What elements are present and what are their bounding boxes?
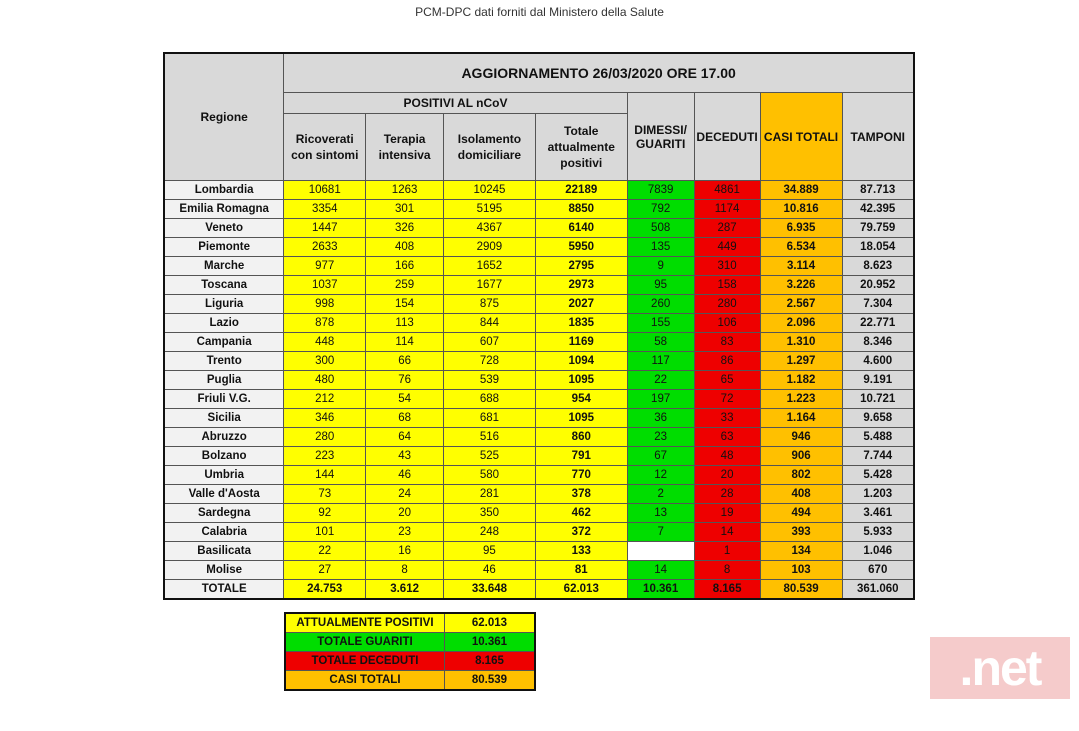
totale-row — [164, 580, 914, 600]
cell-casi-totali: 946 — [760, 428, 842, 447]
cell-deceduti: 72 — [694, 390, 760, 409]
header-tamponi: TAMPONI — [842, 93, 914, 181]
cell-deceduti: 1174 — [694, 200, 760, 219]
cell-casi-totali: 134 — [760, 542, 842, 561]
header-terapia: Terapia intensiva — [366, 114, 444, 181]
cell-isolamento: 728 — [444, 352, 536, 371]
cell-deceduti: 449 — [694, 238, 760, 257]
cell-totale-positivi: 770 — [535, 466, 627, 485]
summary-value: 80.539 — [444, 671, 535, 691]
cell-deceduti: 8 — [694, 561, 760, 580]
cell-guariti: 9 — [627, 257, 694, 276]
cell-casi-totali: 6.935 — [760, 219, 842, 238]
cell-region: Toscana — [164, 276, 284, 295]
cell-totale-positivi: 378 — [535, 485, 627, 504]
header-isolamento: Isolamento domiciliare — [444, 114, 536, 181]
cell-guariti: 117 — [627, 352, 694, 371]
cell-deceduti: 65 — [694, 371, 760, 390]
cell-isolamento: 607 — [444, 333, 536, 352]
cell-terapia: 326 — [366, 219, 444, 238]
cell-casi-totali: 103 — [760, 561, 842, 580]
cell-totale-positivi: 1095 — [535, 409, 627, 428]
cell-casi-totali: 3.226 — [760, 276, 842, 295]
cell-totale-positivi: 1169 — [535, 333, 627, 352]
cell-terapia: 113 — [366, 314, 444, 333]
cell-totale-positivi: 81 — [535, 561, 627, 580]
cell-tamponi: 7.744 — [842, 447, 914, 466]
total-guariti: 10.361 — [627, 580, 694, 600]
cell-ricoverati: 878 — [284, 314, 366, 333]
table-row — [164, 409, 914, 428]
cell-region: Molise — [164, 561, 284, 580]
cell-isolamento: 844 — [444, 314, 536, 333]
total-region: TOTALE — [164, 580, 284, 600]
cell-deceduti: 86 — [694, 352, 760, 371]
cell-tamponi: 8.623 — [842, 257, 914, 276]
cell-casi-totali: 1.223 — [760, 390, 842, 409]
cell-totale-positivi: 6140 — [535, 219, 627, 238]
cell-terapia: 408 — [366, 238, 444, 257]
table-row — [164, 238, 914, 257]
cell-totale-positivi: 372 — [535, 523, 627, 542]
cell-guariti: 58 — [627, 333, 694, 352]
total-isolamento: 33.648 — [444, 580, 536, 600]
cell-casi-totali: 393 — [760, 523, 842, 542]
total-ricoverati: 24.753 — [284, 580, 366, 600]
cell-terapia: 68 — [366, 409, 444, 428]
cell-totale-positivi: 1095 — [535, 371, 627, 390]
cell-deceduti: 48 — [694, 447, 760, 466]
cell-tamponi: 5.488 — [842, 428, 914, 447]
cell-ricoverati: 101 — [284, 523, 366, 542]
cell-guariti: 13 — [627, 504, 694, 523]
cell-deceduti: 83 — [694, 333, 760, 352]
cell-region: Veneto — [164, 219, 284, 238]
cell-casi-totali: 10.816 — [760, 200, 842, 219]
cell-isolamento: 688 — [444, 390, 536, 409]
table-row — [164, 523, 914, 542]
cell-terapia: 76 — [366, 371, 444, 390]
cell-casi-totali: 906 — [760, 447, 842, 466]
cell-region: Abruzzo — [164, 428, 284, 447]
cell-ricoverati: 3354 — [284, 200, 366, 219]
cell-guariti: 12 — [627, 466, 694, 485]
cell-isolamento: 350 — [444, 504, 536, 523]
cell-isolamento: 281 — [444, 485, 536, 504]
cell-guariti: 508 — [627, 219, 694, 238]
cell-terapia: 54 — [366, 390, 444, 409]
cell-tamponi: 5.428 — [842, 466, 914, 485]
cell-isolamento: 248 — [444, 523, 536, 542]
cell-terapia: 259 — [366, 276, 444, 295]
summary-label: TOTALE GUARITI — [285, 633, 444, 652]
cell-casi-totali: 3.114 — [760, 257, 842, 276]
cell-tamponi: 1.046 — [842, 542, 914, 561]
summary-row — [285, 633, 535, 652]
cell-tamponi: 9.658 — [842, 409, 914, 428]
cell-isolamento: 681 — [444, 409, 536, 428]
cell-tamponi: 7.304 — [842, 295, 914, 314]
cell-totale-positivi: 2027 — [535, 295, 627, 314]
cell-isolamento: 46 — [444, 561, 536, 580]
table-row — [164, 485, 914, 504]
cell-deceduti: 33 — [694, 409, 760, 428]
cell-totale-positivi: 860 — [535, 428, 627, 447]
covid-data-table — [163, 52, 915, 600]
cell-casi-totali: 1.297 — [760, 352, 842, 371]
cell-deceduti: 63 — [694, 428, 760, 447]
cell-totale-positivi: 2973 — [535, 276, 627, 295]
cell-tamponi: 3.461 — [842, 504, 914, 523]
cell-guariti: 23 — [627, 428, 694, 447]
summary-row — [285, 652, 535, 671]
cell-region: Basilicata — [164, 542, 284, 561]
table-row — [164, 504, 914, 523]
cell-totale-positivi: 462 — [535, 504, 627, 523]
cell-terapia: 46 — [366, 466, 444, 485]
cell-isolamento: 1652 — [444, 257, 536, 276]
cell-region: Bolzano — [164, 447, 284, 466]
cell-guariti: 792 — [627, 200, 694, 219]
cell-region: Sicilia — [164, 409, 284, 428]
summary-label: TOTALE DECEDUTI — [285, 652, 444, 671]
cell-ricoverati: 300 — [284, 352, 366, 371]
cell-tamponi: 1.203 — [842, 485, 914, 504]
cell-guariti: 22 — [627, 371, 694, 390]
cell-isolamento: 4367 — [444, 219, 536, 238]
cell-terapia: 154 — [366, 295, 444, 314]
cell-totale-positivi: 8850 — [535, 200, 627, 219]
cell-tamponi: 10.721 — [842, 390, 914, 409]
cell-ricoverati: 1447 — [284, 219, 366, 238]
cell-ricoverati: 223 — [284, 447, 366, 466]
header-dimessi: DIMESSI/ GUARITI — [627, 93, 694, 181]
cell-isolamento: 875 — [444, 295, 536, 314]
table-row — [164, 181, 914, 200]
cell-casi-totali: 2.096 — [760, 314, 842, 333]
cell-guariti: 135 — [627, 238, 694, 257]
cell-casi-totali: 802 — [760, 466, 842, 485]
cell-isolamento: 525 — [444, 447, 536, 466]
summary-table — [284, 612, 536, 691]
cell-region: Campania — [164, 333, 284, 352]
summary-label: CASI TOTALI — [285, 671, 444, 691]
cell-deceduti: 106 — [694, 314, 760, 333]
total-terapia: 3.612 — [366, 580, 444, 600]
table-row — [164, 561, 914, 580]
table-row — [164, 333, 914, 352]
cell-deceduti: 280 — [694, 295, 760, 314]
cell-tamponi: 8.346 — [842, 333, 914, 352]
cell-casi-totali: 2.567 — [760, 295, 842, 314]
cell-guariti: 7839 — [627, 181, 694, 200]
header-totale-positivi: Totale attualmente positivi — [535, 114, 627, 181]
cell-deceduti: 158 — [694, 276, 760, 295]
cell-totale-positivi: 133 — [535, 542, 627, 561]
cell-region: Marche — [164, 257, 284, 276]
cell-deceduti: 20 — [694, 466, 760, 485]
table-row — [164, 390, 914, 409]
cell-casi-totali: 408 — [760, 485, 842, 504]
cell-casi-totali: 1.310 — [760, 333, 842, 352]
header-positivi: POSITIVI AL nCoV — [284, 93, 627, 114]
cell-isolamento: 580 — [444, 466, 536, 485]
table-row — [164, 542, 914, 561]
cell-deceduti: 4861 — [694, 181, 760, 200]
cell-tamponi: 9.191 — [842, 371, 914, 390]
cell-tamponi: 79.759 — [842, 219, 914, 238]
table-row — [164, 428, 914, 447]
total-tamponi: 361.060 — [842, 580, 914, 600]
cell-tamponi: 5.933 — [842, 523, 914, 542]
cell-region: Valle d'Aosta — [164, 485, 284, 504]
table-row — [164, 257, 914, 276]
cell-tamponi: 670 — [842, 561, 914, 580]
summary-value: 62.013 — [444, 613, 535, 633]
cell-tamponi: 42.395 — [842, 200, 914, 219]
cell-ricoverati: 22 — [284, 542, 366, 561]
cell-tamponi: 18.054 — [842, 238, 914, 257]
cell-terapia: 43 — [366, 447, 444, 466]
table-row — [164, 352, 914, 371]
watermark-logo: .net — [930, 637, 1070, 699]
cell-terapia: 301 — [366, 200, 444, 219]
table-row — [164, 276, 914, 295]
table-row — [164, 314, 914, 333]
cell-casi-totali: 34.889 — [760, 181, 842, 200]
cell-region: Sardegna — [164, 504, 284, 523]
header-ricoverati: Ricoverati con sintomi — [284, 114, 366, 181]
cell-deceduti: 1 — [694, 542, 760, 561]
cell-region: Friuli V.G. — [164, 390, 284, 409]
cell-guariti: 260 — [627, 295, 694, 314]
header-title: AGGIORNAMENTO 26/03/2020 ORE 17.00 — [284, 53, 914, 93]
summary-value: 10.361 — [444, 633, 535, 652]
cell-totale-positivi: 954 — [535, 390, 627, 409]
cell-totale-positivi: 22189 — [535, 181, 627, 200]
cell-region: Calabria — [164, 523, 284, 542]
summary-value: 8.165 — [444, 652, 535, 671]
cell-ricoverati: 10681 — [284, 181, 366, 200]
cell-guariti: 67 — [627, 447, 694, 466]
cell-ricoverati: 480 — [284, 371, 366, 390]
cell-terapia: 64 — [366, 428, 444, 447]
cell-region: Trento — [164, 352, 284, 371]
table-row — [164, 219, 914, 238]
cell-region: Puglia — [164, 371, 284, 390]
cell-isolamento: 95 — [444, 542, 536, 561]
cell-terapia: 166 — [366, 257, 444, 276]
cell-totale-positivi: 2795 — [535, 257, 627, 276]
cell-ricoverati: 144 — [284, 466, 366, 485]
cell-region: Emilia Romagna — [164, 200, 284, 219]
cell-ricoverati: 92 — [284, 504, 366, 523]
cell-guariti: 14 — [627, 561, 694, 580]
cell-totale-positivi: 1094 — [535, 352, 627, 371]
cell-region: Umbria — [164, 466, 284, 485]
cell-deceduti: 14 — [694, 523, 760, 542]
cell-guariti: 7 — [627, 523, 694, 542]
header-deceduti: DECEDUTI — [694, 93, 760, 181]
cell-ricoverati: 1037 — [284, 276, 366, 295]
cell-region: Lombardia — [164, 181, 284, 200]
total-casi-totali: 80.539 — [760, 580, 842, 600]
summary-label: ATTUALMENTE POSITIVI — [285, 613, 444, 633]
cell-casi-totali: 1.182 — [760, 371, 842, 390]
cell-ricoverati: 448 — [284, 333, 366, 352]
cell-isolamento: 5195 — [444, 200, 536, 219]
cell-terapia: 66 — [366, 352, 444, 371]
cell-deceduti: 310 — [694, 257, 760, 276]
cell-terapia: 16 — [366, 542, 444, 561]
cell-guariti: 36 — [627, 409, 694, 428]
cell-ricoverati: 73 — [284, 485, 366, 504]
cell-region: Liguria — [164, 295, 284, 314]
cell-isolamento: 1677 — [444, 276, 536, 295]
cell-ricoverati: 998 — [284, 295, 366, 314]
cell-isolamento: 10245 — [444, 181, 536, 200]
table-row — [164, 466, 914, 485]
cell-region: Piemonte — [164, 238, 284, 257]
cell-deceduti: 28 — [694, 485, 760, 504]
cell-guariti: 197 — [627, 390, 694, 409]
cell-tamponi: 4.600 — [842, 352, 914, 371]
cell-terapia: 1263 — [366, 181, 444, 200]
cell-deceduti: 19 — [694, 504, 760, 523]
table-row — [164, 371, 914, 390]
cell-tamponi: 20.952 — [842, 276, 914, 295]
page-caption: PCM-DPC dati forniti dal Ministero della Salute — [415, 5, 664, 19]
cell-deceduti: 287 — [694, 219, 760, 238]
cell-totale-positivi: 1835 — [535, 314, 627, 333]
cell-ricoverati: 280 — [284, 428, 366, 447]
cell-totale-positivi: 5950 — [535, 238, 627, 257]
total-deceduti: 8.165 — [694, 580, 760, 600]
cell-isolamento: 2909 — [444, 238, 536, 257]
header-casi-totali: CASI TOTALI — [760, 93, 842, 181]
cell-ricoverati: 977 — [284, 257, 366, 276]
summary-row — [285, 671, 535, 691]
cell-tamponi: 87.713 — [842, 181, 914, 200]
cell-guariti — [627, 542, 694, 561]
total-totale-positivi: 62.013 — [535, 580, 627, 600]
cell-terapia: 23 — [366, 523, 444, 542]
header-regione: Regione — [164, 53, 284, 181]
cell-terapia: 8 — [366, 561, 444, 580]
cell-terapia: 114 — [366, 333, 444, 352]
cell-ricoverati: 27 — [284, 561, 366, 580]
cell-region: Lazio — [164, 314, 284, 333]
cell-tamponi: 22.771 — [842, 314, 914, 333]
table-row — [164, 295, 914, 314]
cell-totale-positivi: 791 — [535, 447, 627, 466]
summary-row — [285, 613, 535, 633]
cell-ricoverati: 212 — [284, 390, 366, 409]
cell-guariti: 2 — [627, 485, 694, 504]
cell-terapia: 24 — [366, 485, 444, 504]
cell-isolamento: 516 — [444, 428, 536, 447]
cell-ricoverati: 2633 — [284, 238, 366, 257]
cell-casi-totali: 1.164 — [760, 409, 842, 428]
cell-guariti: 155 — [627, 314, 694, 333]
table-row — [164, 447, 914, 466]
table-row — [164, 200, 914, 219]
cell-ricoverati: 346 — [284, 409, 366, 428]
cell-terapia: 20 — [366, 504, 444, 523]
cell-casi-totali: 494 — [760, 504, 842, 523]
cell-isolamento: 539 — [444, 371, 536, 390]
cell-guariti: 95 — [627, 276, 694, 295]
cell-casi-totali: 6.534 — [760, 238, 842, 257]
